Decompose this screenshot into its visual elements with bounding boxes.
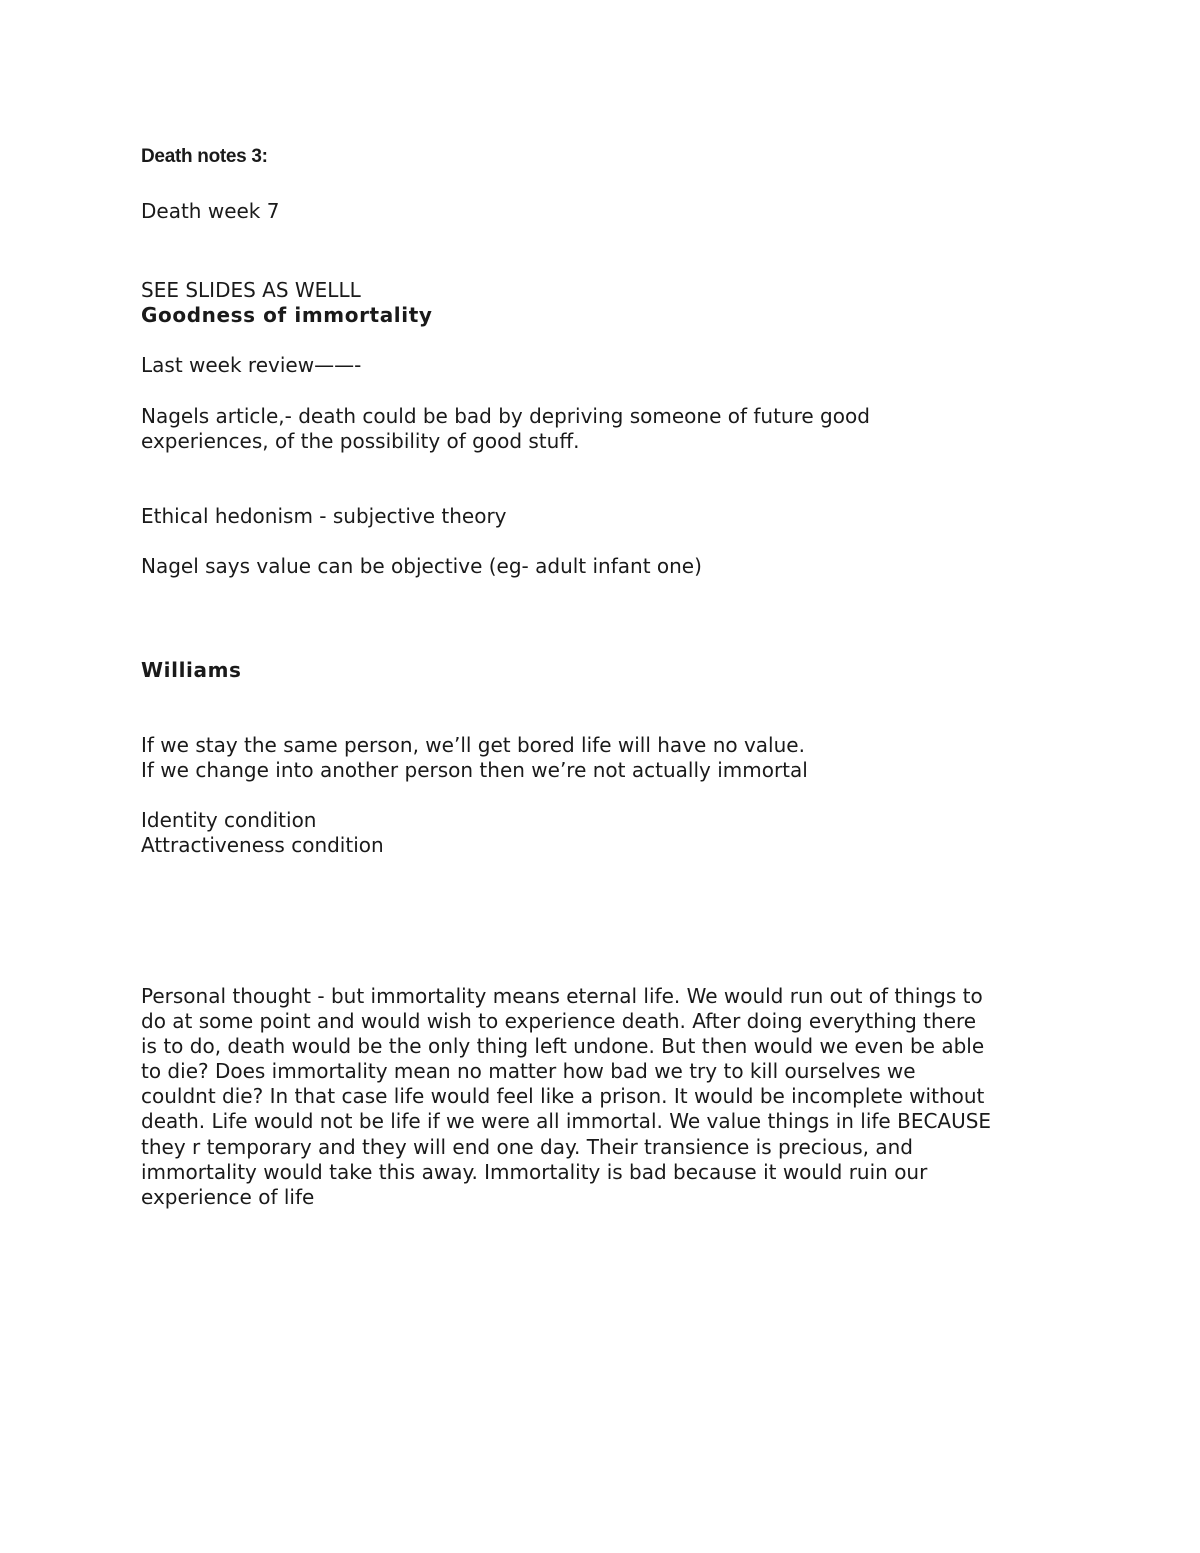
paragraph-line: is to do, death would be the only thing left undone. But then would we even be able [141, 1034, 985, 1059]
paragraph-line: couldnt die? In that case life would feel like a prison. It would be incomplete without [141, 1084, 985, 1109]
williams-point: If we change into another person then we’re not actually immortal [141, 758, 808, 782]
document-title: Death notes 3: [141, 146, 268, 167]
document-subtitle: Death week 7 [141, 199, 280, 223]
hedonism-line: Ethical hedonism - subjective theory [141, 504, 507, 528]
paragraph-line: experience of life [141, 1184, 315, 1209]
paragraph-line: do at some point and would wish to experience death. After doing everything there [141, 1009, 977, 1034]
nagel-article-line: experiences, of the possibility of good stuff. [141, 429, 580, 453]
nagel-value-line: Nagel says value can be objective (eg- adult infant one) [141, 554, 702, 578]
section-heading: Goodness of immortality [141, 303, 433, 327]
slides-note: SEE SLIDES AS WELLL [141, 278, 361, 302]
paragraph-line: to die? Does immortality mean no matter how bad we try to kill ourselves we [141, 1059, 916, 1084]
nagel-article-line: Nagels article,- death could be bad by depriving someone of future good [141, 404, 870, 428]
condition-item: Attractiveness condition [141, 833, 384, 857]
condition-item: Identity condition [141, 808, 317, 832]
williams-heading: Williams [141, 658, 242, 682]
paragraph-line: they r temporary and they will end one day. Their transience is precious, and [141, 1134, 913, 1159]
paragraph-line: immortality would take this away. Immortality is bad because it would ruin our [141, 1159, 928, 1184]
paragraph-line: Personal thought - but immortality means eternal life. We would run out of things to [141, 984, 983, 1008]
personal-thought-paragraph [141, 984, 1076, 1210]
review-line: Last week review——- [141, 353, 362, 377]
williams-point: If we stay the same person, we’ll get bored life will have no value. [141, 733, 805, 757]
paragraph-line: death. Life would not be life if we were all immortal. We value things in life BECAUSE [141, 1109, 992, 1134]
